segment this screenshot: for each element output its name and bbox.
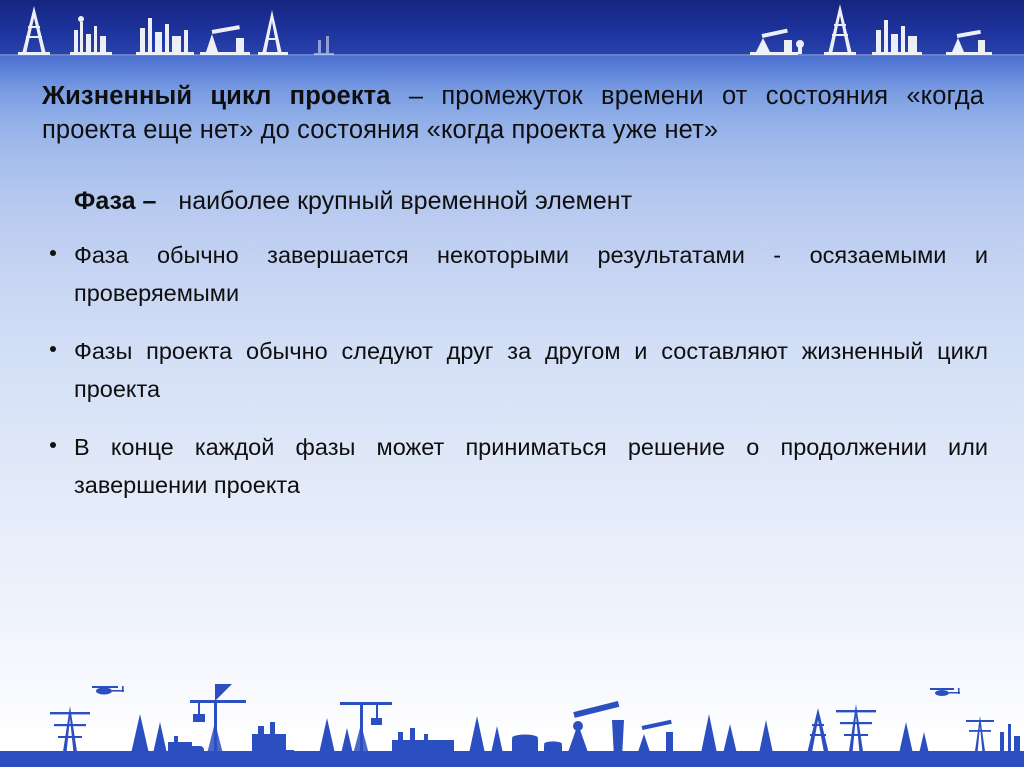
list-item: [36, 236, 988, 312]
helicopter-icon: [930, 688, 960, 696]
phase-rest: наиболее крупный временной элемент: [178, 187, 633, 216]
lead-rest: – промежуток времени от состояния «когда проекта еще нет» до состояния «когда проекта уже нет»: [42, 82, 984, 144]
list-item: [36, 332, 988, 408]
bullet-dot-icon: [50, 442, 56, 448]
oil-derrick-silhouette-band-icon: [0, 0, 1024, 56]
bullet-dot-icon: [50, 346, 56, 352]
bullet-dot-icon: [50, 250, 56, 256]
list-item: [36, 428, 988, 504]
power-pylon-icon: [836, 704, 876, 758]
phase-bold-term: Фаза –: [74, 187, 157, 216]
bottom-accent-strip: [0, 751, 1024, 767]
lead-bold-term: Жизненный цикл проекта: [42, 82, 391, 110]
list-item-text: В конце каждой фазы может приниматься решение о продолжении или завершении проекта: [74, 434, 988, 499]
bottom-decoration-band: [0, 672, 1024, 767]
slide-content: [0, 56, 1024, 672]
top-decoration-band: [0, 0, 1024, 56]
phase-definition: [74, 185, 984, 218]
lead-paragraph: [42, 80, 984, 147]
bullet-list: [36, 236, 988, 504]
list-item-text: Фаза обычно завершается некоторыми результатами - осязаемыми и проверяемыми: [74, 241, 988, 306]
helicopter-icon: [92, 686, 124, 695]
list-item-text: Фазы проекта обычно следуют друг за другом и составляют жизненный цикл проекта: [74, 337, 988, 402]
